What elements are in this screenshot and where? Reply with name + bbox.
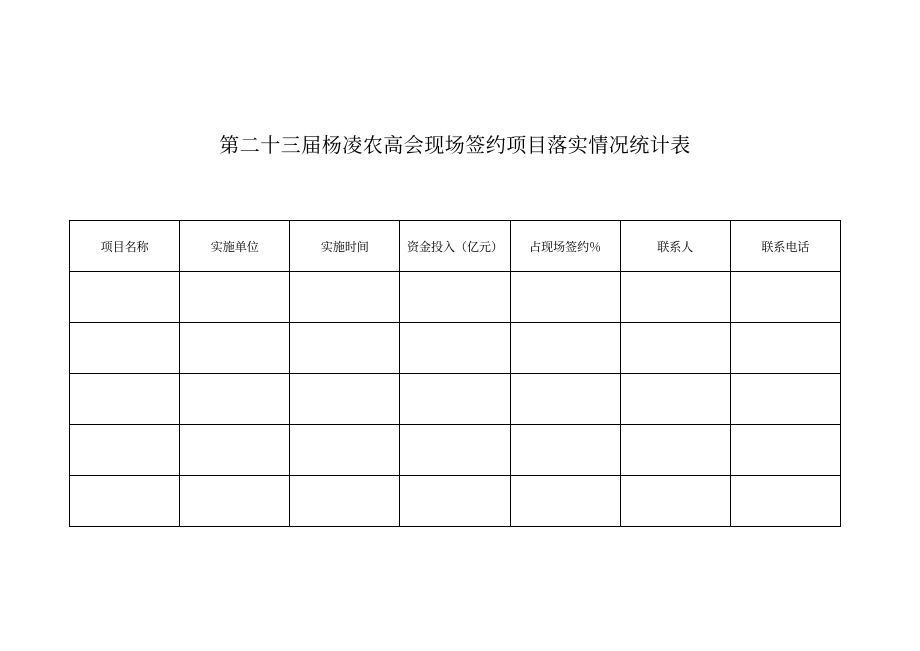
table-cell <box>290 272 400 323</box>
table-cell <box>510 425 620 476</box>
table-cell <box>290 374 400 425</box>
table-row <box>70 476 841 527</box>
table-cell <box>620 476 730 527</box>
table-cell <box>180 374 290 425</box>
table-cell <box>290 425 400 476</box>
table-cell <box>620 272 730 323</box>
table-cell <box>510 476 620 527</box>
header-implementing-unit: 实施单位 <box>180 221 290 272</box>
table-cell <box>510 374 620 425</box>
table-cell <box>400 272 510 323</box>
header-project-name: 项目名称 <box>70 221 180 272</box>
table-cell <box>510 272 620 323</box>
table-cell <box>510 323 620 374</box>
table-cell <box>730 374 840 425</box>
header-implementation-time: 实施时间 <box>290 221 400 272</box>
table-cell <box>620 425 730 476</box>
header-capital-investment: 资金投入（亿元） <box>400 221 510 272</box>
table-cell <box>730 272 840 323</box>
table-cell <box>180 323 290 374</box>
table-cell <box>290 323 400 374</box>
table-cell <box>70 425 180 476</box>
table-cell <box>620 374 730 425</box>
table-cell <box>70 476 180 527</box>
table-cell <box>70 272 180 323</box>
table-cell <box>730 425 840 476</box>
table-row <box>70 272 841 323</box>
table-cell <box>180 272 290 323</box>
table-cell <box>180 425 290 476</box>
table-cell <box>400 323 510 374</box>
table-cell <box>290 476 400 527</box>
document-title: 第二十三届杨凌农高会现场签约项目落实情况统计表 <box>219 133 691 157</box>
header-contact-person: 联系人 <box>620 221 730 272</box>
table-row <box>70 323 841 374</box>
table-cell <box>70 323 180 374</box>
table-row <box>70 374 841 425</box>
table-cell <box>730 476 840 527</box>
header-contact-phone: 联系电话 <box>730 221 840 272</box>
statistics-table <box>69 220 841 527</box>
table-cell <box>730 323 840 374</box>
table-cell <box>400 425 510 476</box>
table-header-row <box>70 221 841 272</box>
table-row <box>70 425 841 476</box>
table-cell <box>620 323 730 374</box>
header-share-of-signing: 占现场签约％ <box>510 221 620 272</box>
table-cell <box>70 374 180 425</box>
table-cell <box>400 476 510 527</box>
table-cell <box>180 476 290 527</box>
table-cell <box>400 374 510 425</box>
